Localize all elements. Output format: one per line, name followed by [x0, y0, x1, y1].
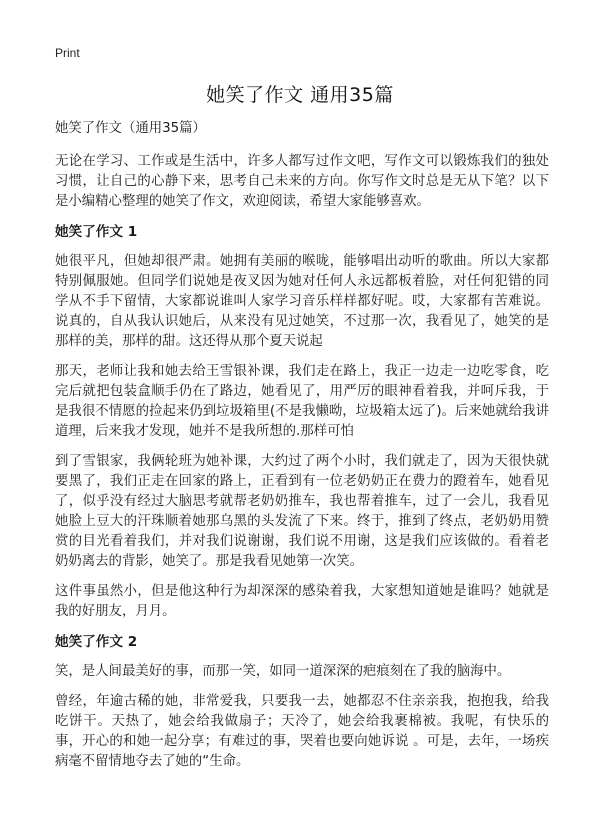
section-2-paragraph-1: 笑，是人间最美好的事，而那一笑，如同一道深深的疤痕刻在了我的脑海中。: [55, 664, 511, 679]
section-heading-2: 她笑了作文 2: [55, 634, 138, 650]
document-body: [55, 119, 549, 782]
page-title: 她笑了作文 通用35篇: [206, 84, 394, 106]
section-2-paragraph-2: 曾经，年逾古稀的她，非常爱我，只要我一去，她都忍不住亲亲我，抱抱我，给我吃饼干。天热了，她会给我做扇子；天冷了，她会给我裹棉被。我呢，有快乐的事，开心的和她一起分享；有难过的事，哭着也要向她诉说 。可是，去年，一场疾病毫不留情地夺去了她的“生命。: [55, 694, 549, 769]
document-subtitle: 她笑了作文（通用35篇）: [55, 121, 206, 136]
section-1-paragraph-1: 她很平凡，但她却很严肃。她拥有美丽的喉咙，能够唱出动听的歌曲。所以大家都特别佩服她。但同学们说她是夜叉因为她对任何人永远都板着脸，对任何犯错的同学从不手下留情，大家都说谁叫人家学习音乐样样都好呢。哎，大家都有苦难说。说真的，自从我认识她后，从来没有见过她笑，不过那一次，我看见了，她笑的是那样的美，那样的甜。这还得从那个夏天说起: [55, 254, 549, 349]
section-1-paragraph-2: 那天，老师让我和她去给王雪银补课，我们走在路上，我正一边走一边吃零食，吃完后就把包装盒顺手仍在了路边，她看见了，用严厉的眼神看着我，并呵斥我，于是我很不情愿的捡起来仍到垃圾箱里(不是我懒呦，垃圾箱太远了)。后来她就给我讲道理，后来我才发现，她并不是我所想的.那样可怕: [55, 364, 549, 439]
print-label[interactable]: Print: [55, 46, 80, 60]
section-1-paragraph-4: 这件事虽然小，但是他这种行为却深深的感染着我，大家想知道她是谁吗？她就是我的好朋友，月月。: [55, 584, 549, 619]
section-1-paragraph-3: 到了雪银家，我俩轮班为她补课，大约过了两个小时，我们就走了，因为天很快就要黑了，我们正走在回家的路上，正看到有一位老奶奶正在费力的蹬着车，她看见了，似乎没有经过大脑思考就帮老奶奶推车，我也帮着推车，过了一会儿，我看见她脸上豆大的汗珠顺着她那乌黑的头发流了下来。终于，推到了终点，老奶奶用赞赏的目光看着我们，并对我们说谢谢，我们说不用谢，这是我们应该做的。看着老奶奶离去的背影，她笑了。那是我看见她第一次笑。: [55, 454, 549, 569]
section-heading-1: 她笑了作文 1: [55, 224, 138, 240]
intro-paragraph: 无论在学习、工作或是生活中，许多人都写过作文吧，写作文可以锻炼我们的独处习惯，让自己的心静下来，思考自己未来的方向。你写作文时总是无从下笔？以下是小编精心整理的她笑了作文，欢迎阅读，希望大家能够喜欢。: [55, 154, 549, 209]
